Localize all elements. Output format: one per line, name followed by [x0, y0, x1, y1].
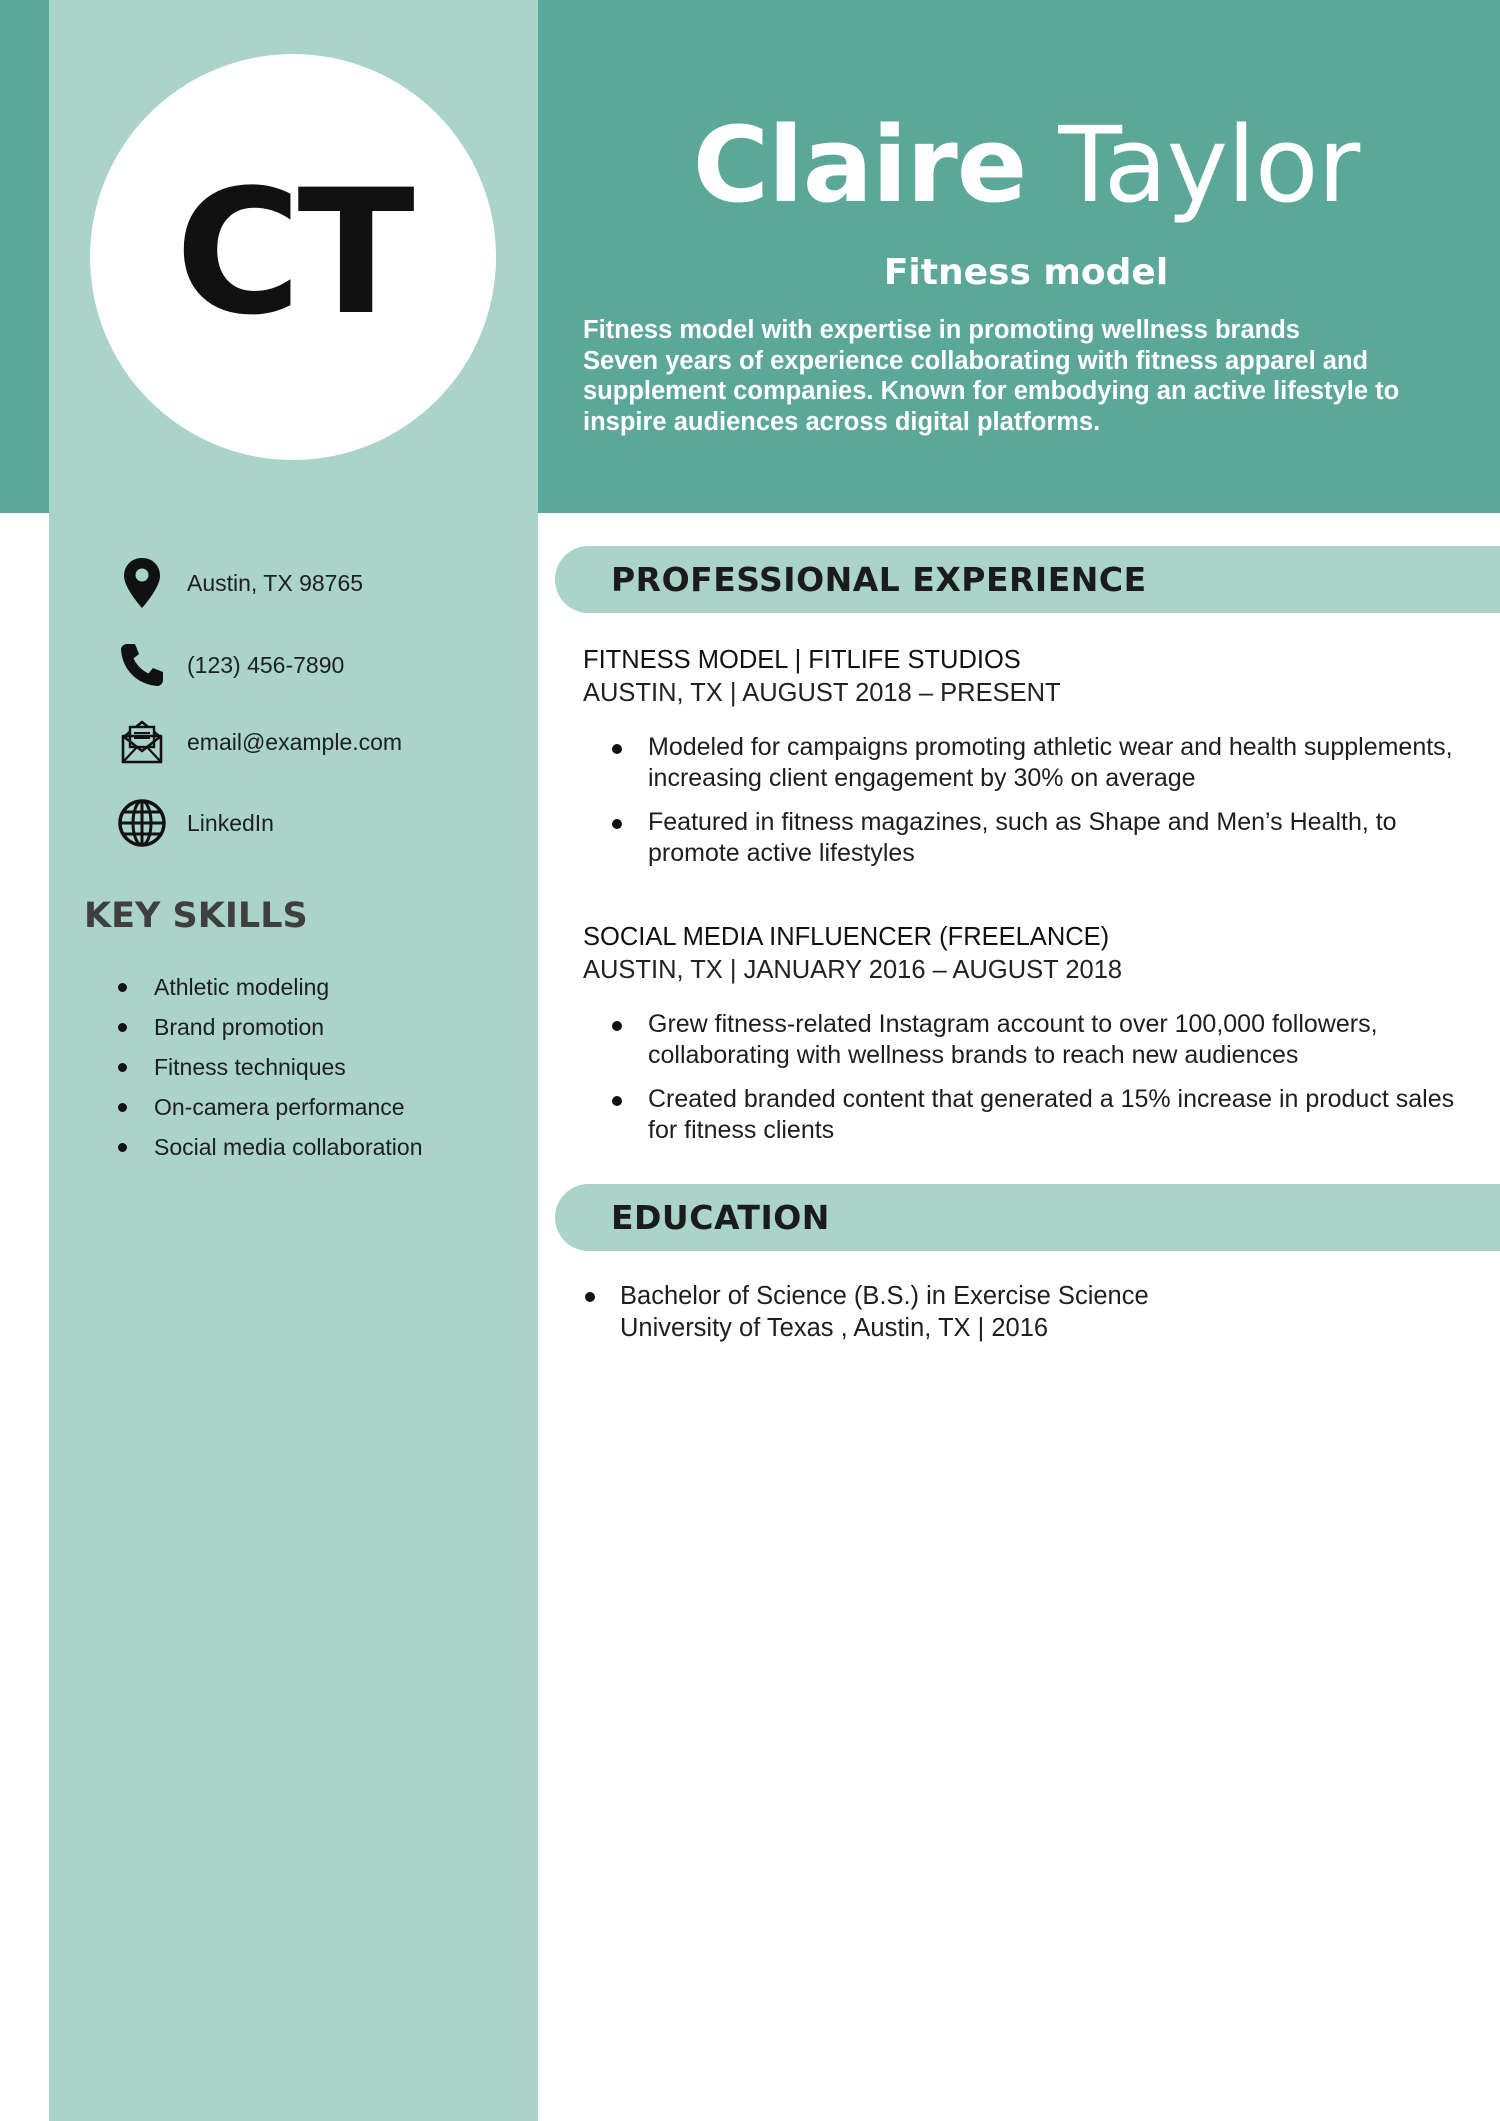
last-name: Taylor [1058, 104, 1360, 226]
phone-icon [112, 637, 172, 693]
summary-line: supplement companies. Known for embodying an active lifestyle to [583, 377, 1400, 405]
bullet-text: Created branded content that generated a 15% increase in product sales for fitness clients [648, 1085, 1455, 1144]
experience-heading: PROFESSIONAL EXPERIENCE [611, 560, 1147, 599]
school: University of Texas , Austin, TX | 2016 [620, 1314, 1049, 1342]
linkedin-text: LinkedIn [187, 809, 274, 836]
list-item [583, 732, 1468, 794]
contact-email [112, 714, 402, 770]
list-item [114, 970, 423, 1010]
list-item [114, 1010, 423, 1050]
job-location-dates: AUSTIN, TX | AUGUST 2018 – PRESENT [583, 679, 1061, 707]
contact-linkedin [112, 795, 274, 851]
bullet [118, 1023, 127, 1032]
map-pin-icon [112, 555, 172, 611]
bullet [118, 1063, 127, 1072]
list-item [114, 1050, 423, 1090]
summary-line: Fitness model with expertise in promoting wellness brands [583, 316, 1300, 344]
skill-text: Athletic modeling [154, 974, 330, 1000]
skill-text: Social media collaboration [154, 1134, 423, 1160]
skill-text: Brand promotion [154, 1014, 325, 1040]
skill-text: Fitness techniques [154, 1054, 346, 1080]
skill-text: On-camera performance [154, 1094, 405, 1120]
education-heading: EDUCATION [611, 1198, 830, 1237]
job-title: Fitness model [883, 252, 1169, 293]
first-name: Claire [692, 104, 1027, 226]
list-item [583, 1280, 1149, 1344]
monogram: CT [175, 151, 411, 353]
job-title-company: FITNESS MODEL | FITLIFE STUDIOS [583, 646, 1021, 674]
experience-section-bar [555, 546, 1500, 613]
list-item [583, 1084, 1468, 1146]
phone-text: (123) 456-7890 [187, 651, 345, 678]
bullet [612, 1021, 622, 1031]
bullet [118, 1103, 127, 1112]
list-item [114, 1130, 423, 1170]
candidate-name [538, 104, 1500, 226]
education-section-bar [555, 1184, 1500, 1251]
bullet [612, 819, 622, 829]
bullet [585, 1292, 595, 1302]
job-entry [583, 921, 1483, 1159]
list-item [583, 1009, 1468, 1071]
contact-phone [112, 637, 344, 693]
degree: Bachelor of Science (B.S.) in Exercise Science [620, 1282, 1149, 1310]
bullet-text: Featured in fitness magazines, such as Shape and Men’s Health, to promote active lifestyles [648, 808, 1397, 867]
bullet-text: Modeled for campaigns promoting athletic wear and health supplements, increasing client engagement by 30% on average [648, 733, 1453, 792]
envelope-icon [112, 714, 172, 770]
monogram-circle [90, 54, 496, 460]
summary-line: Seven years of experience collaborating with fitness apparel and [583, 346, 1369, 375]
email-text: email@example.com [187, 728, 403, 755]
job-location-dates: AUSTIN, TX | JANUARY 2016 – AUGUST 2018 [583, 956, 1123, 984]
globe-icon [112, 795, 172, 851]
bullet [612, 1096, 622, 1106]
job-entry [583, 644, 1483, 882]
profile-summary [583, 315, 1463, 437]
job-bullets [583, 732, 1483, 869]
job-title-company: SOCIAL MEDIA INFLUENCER (FREELANCE) [583, 923, 1110, 951]
bullet [118, 983, 127, 992]
list-item [114, 1090, 423, 1130]
contact-location [112, 555, 363, 611]
bullet-text: Grew fitness-related Instagram account to over 100,000 followers, collaborating with wellness brands to reach new audiences [648, 1010, 1378, 1069]
bullet [612, 744, 622, 754]
skills-heading: KEY SKILLS [84, 896, 308, 936]
education-list [583, 1280, 1149, 1344]
list-item [583, 807, 1468, 869]
job-bullets [583, 1009, 1483, 1146]
skills-list [114, 970, 423, 1170]
bullet [118, 1143, 127, 1152]
location-text: Austin, TX 98765 [187, 569, 364, 596]
summary-line: inspire audiences across digital platforms. [583, 407, 1101, 436]
